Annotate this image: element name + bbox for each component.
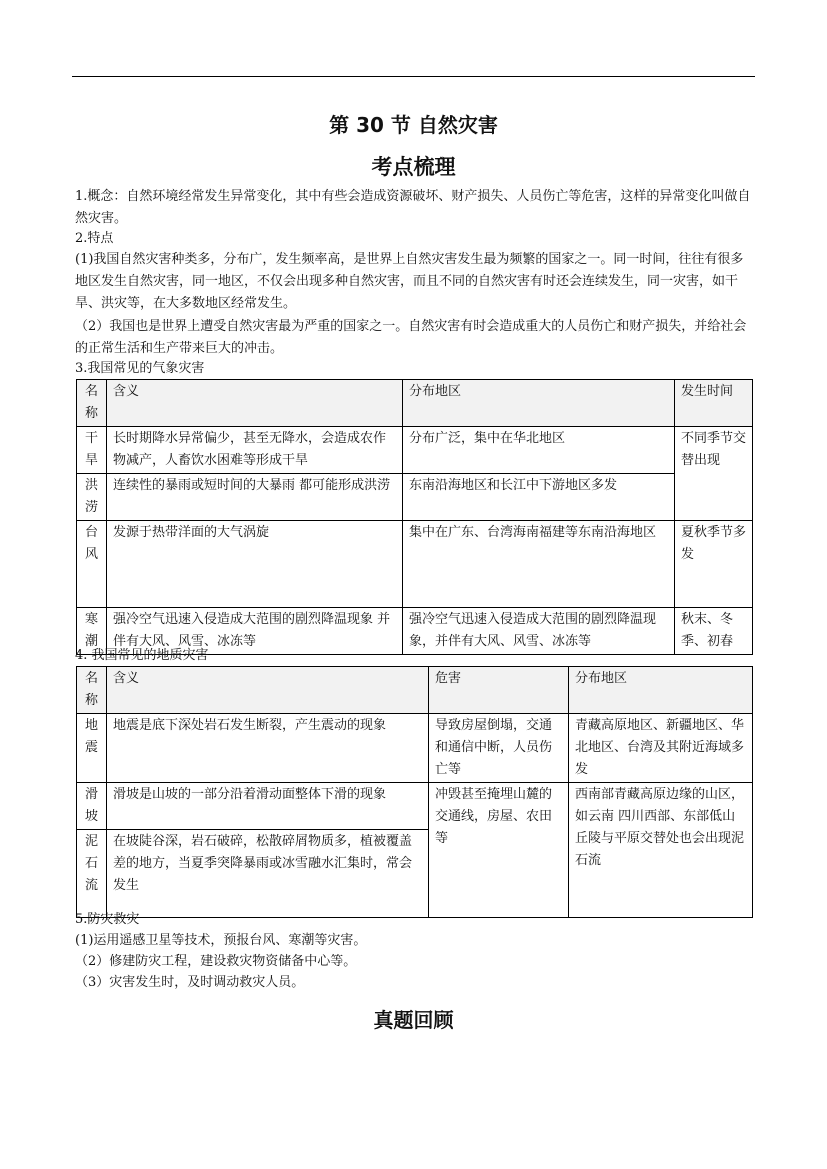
disaster-name: 泥石流 xyxy=(77,830,107,918)
concept-paragraph: 1.概念：自然环境经常发生异常变化，其中有些会造成资源破坏、财产损失、人员伤亡等危害，这样的异常变化叫做自然灾害。 xyxy=(75,189,751,226)
disaster-area: 东南沿海地区和长江中下游地区多发 xyxy=(403,474,675,521)
disaster-meaning: 长时期降水异常偏少，甚至无降水，会造成农作物减产，人畜饮水困难等形成干旱 xyxy=(107,427,403,474)
table-header-area: 分布地区 xyxy=(403,380,675,427)
table-row xyxy=(77,783,753,830)
meteorological-heading: 3.我国常见的气象灾害 xyxy=(75,361,205,376)
geological-heading: 4. 我国常见的地质灾害 xyxy=(75,648,209,663)
chapter-title: 第 30 节 自然灾害 xyxy=(329,113,498,137)
disaster-name: 干旱 xyxy=(77,427,107,474)
disaster-meaning: 地震是底下深处岩石发生断裂，产生震动的现象 xyxy=(107,714,429,783)
table-header-name: 名称 xyxy=(77,380,107,427)
table-row xyxy=(77,427,753,474)
disaster-meaning: 发源于热带洋面的大气涡旋 xyxy=(107,521,403,608)
table-row xyxy=(77,714,753,783)
table-row xyxy=(77,474,753,521)
section-heading-past-exams: 真题回顾 xyxy=(373,1008,454,1032)
disaster-name: 洪涝 xyxy=(77,474,107,521)
disaster-meaning: 强冷空气迅速入侵造成大范围的剧烈降温现象 并伴有大风、风雪、冰冻等 xyxy=(107,608,403,655)
disaster-name: 台风 xyxy=(77,521,107,608)
table-row xyxy=(77,521,753,608)
disaster-harm: 导致房屋倒塌，交通和通信中断，人员伤亡等 xyxy=(429,714,569,783)
disaster-time: 秋末、冬季、初春 xyxy=(675,608,753,655)
feature-paragraph-2: （2）我国也是世界上遭受自然灾害最为严重的国家之一。自然灾害有时会造成重大的人员伤亡和财产损失，并给社会的正常生活和生产带来巨大的冲击。 xyxy=(75,319,747,356)
disaster-name: 寒潮 xyxy=(77,608,107,655)
meteorological-disasters-table xyxy=(76,379,753,655)
section-heading-key-points: 考点梳理 xyxy=(371,155,456,179)
disaster-time: 夏秋季节多发 xyxy=(675,521,753,608)
disaster-area: 集中在广东、台湾海南福建等东南沿海地区 xyxy=(403,521,675,608)
header-rule xyxy=(72,76,755,77)
disaster-harm: 冲毁甚至掩埋山麓的交通线，房屋、农田等 xyxy=(429,783,569,918)
prevention-item-3: （3）灾害发生时，及时调动救灾人员。 xyxy=(75,975,305,990)
table-header-meaning: 含义 xyxy=(107,380,403,427)
disaster-name: 地震 xyxy=(77,714,107,783)
prevention-item-1: (1)运用遥感卫星等技术，预报台风、寒潮等灾害。 xyxy=(75,933,367,948)
disaster-area: 青藏高原地区、新疆地区、华北地区、台湾及其附近海域多发 xyxy=(569,714,753,783)
feature-paragraph-1: (1)我国自然灾害种类多，分布广，发生频率高，是世界上自然灾害发生最为频繁的国家之一。同一时间，往往有很多地区发生自然灾害，同一地区，不仅会出现多种自然灾害，而且不同的自然灾害有时还会连续发生，同一灾害，如干旱、洪灾等，在大多数地区经常发生。 xyxy=(75,252,744,311)
features-heading: 2.特点 xyxy=(75,231,114,246)
disaster-name: 滑坡 xyxy=(77,783,107,830)
prevention-item-2: （2）修建防灾工程，建设救灾物资储备中心等。 xyxy=(75,954,357,969)
table-header-time: 发生时间 xyxy=(675,380,753,427)
geological-disasters-table xyxy=(76,666,753,918)
disaster-meaning: 滑坡是山坡的一部分沿着滑动面整体下滑的现象 xyxy=(107,783,429,830)
disaster-meaning: 在坡陡谷深，岩石破碎，松散碎屑物质多，植被覆盖差的地方，当夏季突降暴雨或冰雪融水汇集时，常会发生 xyxy=(107,830,429,918)
table-header-name: 名称 xyxy=(77,667,107,714)
table-header-area: 分布地区 xyxy=(569,667,753,714)
disaster-area: 强冷空气迅速入侵造成大范围的剧烈降温现象，并伴有大风、风雪、冰冻等 xyxy=(403,608,675,655)
disaster-area: 分布广泛，集中在华北地区 xyxy=(403,427,675,474)
table-header-harm: 危害 xyxy=(429,667,569,714)
disaster-prevention-heading: 5.防灾救灾 xyxy=(75,912,140,927)
disaster-meaning: 连续性的暴雨或短时间的大暴雨 都可能形成洪涝 xyxy=(107,474,403,521)
table-header-meaning: 含义 xyxy=(107,667,429,714)
disaster-time: 不同季节交替出现 xyxy=(675,427,753,521)
disaster-area: 西南部青藏高原边缘的山区，如云南 四川西部、东部低山丘陵与平原交替处也会出现泥石流 xyxy=(569,783,753,918)
